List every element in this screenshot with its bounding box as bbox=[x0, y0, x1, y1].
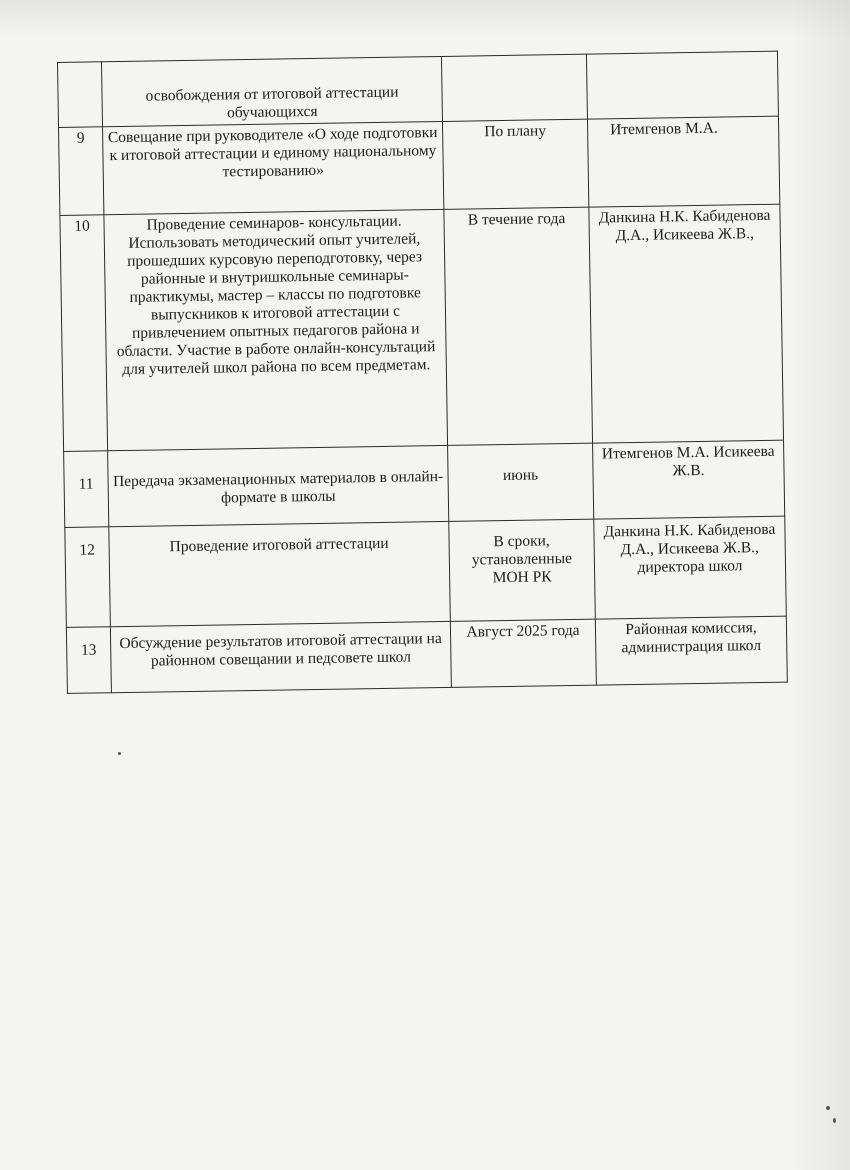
responsible-cell: Итемгенов М.А. bbox=[587, 116, 779, 207]
event-cell: Передача экзаменационных материалов в онлайн-формате в школы bbox=[108, 445, 449, 526]
responsible-cell: Данкина Н.К. Кабиденова Д.А., Исикеева Ж.В., директора школ bbox=[594, 516, 787, 619]
term-cell bbox=[441, 54, 587, 121]
table-row bbox=[64, 440, 785, 527]
event-cell: Проведение итоговой аттестации bbox=[109, 521, 451, 626]
row-number: 13 bbox=[66, 627, 111, 694]
table-row bbox=[65, 516, 786, 627]
term-cell: В сроки, установленные МОН РК bbox=[449, 519, 596, 621]
term-cell: По плану bbox=[442, 119, 588, 209]
table-row bbox=[60, 204, 784, 451]
row-number: 11 bbox=[64, 451, 109, 528]
row-number bbox=[58, 62, 103, 128]
term-cell: Август 2025 года bbox=[450, 619, 596, 687]
term-cell: июнь bbox=[448, 443, 594, 521]
responsible-cell: Данкина Н.К. Кабиденова Д.А., Исикеева Ж.В., bbox=[589, 204, 784, 443]
table-row bbox=[59, 116, 780, 215]
scan-speck bbox=[826, 1106, 830, 1110]
row-number: 12 bbox=[65, 527, 111, 628]
term-cell: В течение года bbox=[444, 207, 593, 445]
scan-shadow-top bbox=[0, 0, 850, 40]
responsible-cell: Итемгенов М.А. Исикеева Ж.В. bbox=[593, 440, 785, 519]
row-number: 9 bbox=[59, 127, 104, 216]
row-number: 10 bbox=[60, 215, 108, 452]
event-cell: освобождения от итоговой аттестации обучающихся bbox=[102, 56, 443, 126]
table-row bbox=[58, 51, 779, 127]
table-row bbox=[66, 616, 787, 693]
scan-speck bbox=[833, 1118, 836, 1123]
responsible-cell: Районная комиссия, администрация школ bbox=[595, 616, 787, 685]
plan-table bbox=[57, 51, 788, 694]
scan-speck bbox=[118, 752, 121, 755]
responsible-cell bbox=[586, 51, 778, 119]
event-cell: Обсуждение результатов итоговой аттестации на районном совещании и педсовете школ bbox=[110, 621, 451, 692]
event-cell: Совещание при руководителе «О ходе подготовки к итоговой аттестации и единому национальному тестированию» bbox=[103, 121, 444, 214]
scan-shadow-right bbox=[790, 0, 850, 1170]
event-cell: Проведение семинаров- консультации. Использовать методический опыт учителей, прошедших курсовую переподготовку, через районные и внутришкольные семинары-практикумы, мастер – классы по подготовке выпускников к итоговой аттестации с привлечением опытных педагогов района и области. Участие в работе онлайн-консультаций для учителей школ района по всем предметам. bbox=[104, 209, 448, 450]
